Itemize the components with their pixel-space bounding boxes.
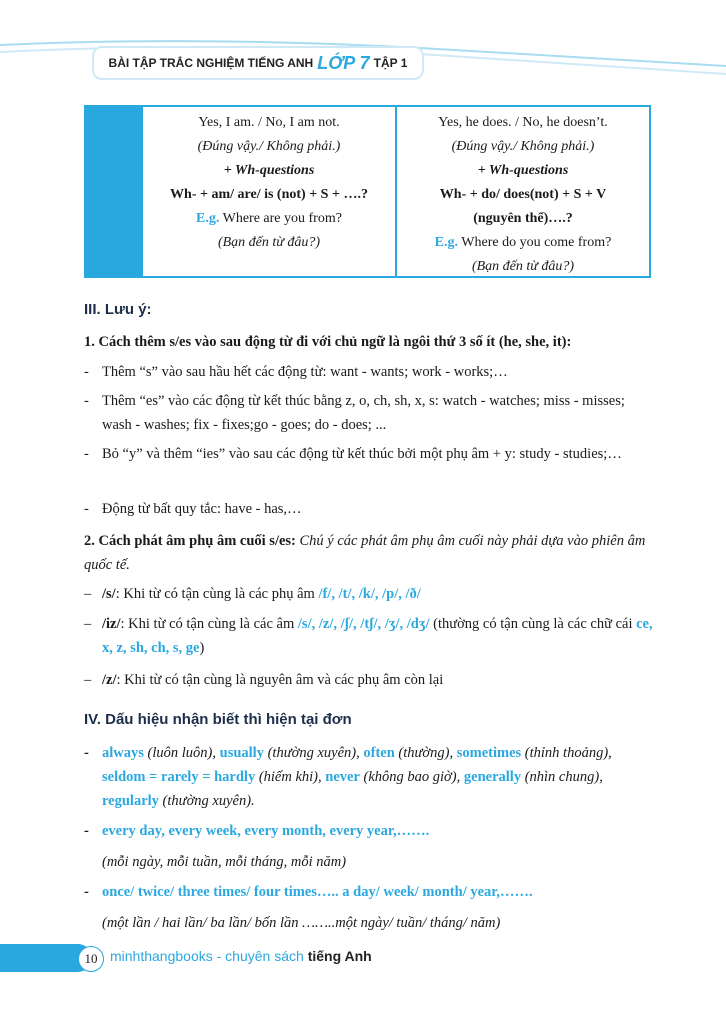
table-col-be bbox=[143, 107, 397, 276]
page-number: 10 bbox=[78, 946, 104, 972]
every-line: - every day, every week, every month, every year,……. bbox=[84, 823, 430, 839]
times-line: - once/ twice/ three times/ four times….. a day/ week/ month/ year,……. bbox=[84, 884, 533, 900]
book-title: BÀI TẬP TRẮC NGHIỆM TIẾNG ANH bbox=[108, 56, 314, 70]
list-item-z: – /z/: Khi từ có tận cùng là nguyên âm và các phụ âm còn lại bbox=[84, 672, 444, 688]
list-item: - Thêm “s” vào sau hầu hết các động từ: want - wants; work - works;… bbox=[84, 364, 508, 380]
adverb-list: - always (luôn luôn), usually (thường xuyên), often (thường), sometimes (thỉnh thoảng), seldom = rarely = hardly (hiếm khi), never (không bao giờ), generally (nhìn chung), regularly (thường xuyên). bbox=[84, 745, 612, 809]
eg-text: Where do you come from? bbox=[458, 235, 612, 250]
list-item: - Động từ bất quy tắc: have - has,… bbox=[84, 501, 302, 517]
list-item-s: – /s/: Khi từ có tận cùng là các phụ âm /f/, /t/, /k/, /p/, /ð/ bbox=[84, 586, 421, 602]
sub-2-paragraph bbox=[84, 529, 654, 577]
eg-text: Where are you from? bbox=[219, 211, 342, 226]
do-answer-vi: (Đúng vậy./ Không phải.) bbox=[451, 139, 595, 154]
volume-label: TẬP 1 bbox=[373, 56, 408, 70]
section-3-title: III. Lưu ý: bbox=[84, 301, 152, 318]
table-col-do bbox=[397, 107, 649, 276]
be-example bbox=[143, 207, 395, 231]
table-side-bar bbox=[86, 107, 143, 276]
be-answer: Yes, I am. / No, I am not. bbox=[198, 115, 340, 130]
every-line-vi: (mỗi ngày, mỗi tuần, mỗi tháng, mỗi năm) bbox=[102, 854, 347, 870]
grammar-table bbox=[84, 105, 651, 278]
eg-label: E.g. bbox=[434, 235, 459, 250]
eg-label: E.g. bbox=[196, 211, 220, 226]
do-formula-2: (nguyên thể)….? bbox=[473, 211, 573, 226]
be-formula: Wh- + am/ are/ is (not) + S + ….? bbox=[170, 187, 368, 202]
grade-label: LỚP 7 bbox=[317, 52, 370, 73]
be-answer-vi: (Đúng vậy./ Không phải.) bbox=[197, 139, 341, 154]
do-example bbox=[397, 231, 649, 255]
sub-2-title: 2. Cách phát âm phụ âm cuối s/es: bbox=[84, 533, 296, 549]
list-item: - Bỏ “y” và thêm “ies” vào sau các động từ kết thúc bởi một phụ âm + y: study - studies;… bbox=[84, 446, 622, 462]
do-example-vi: (Bạn đến từ đâu?) bbox=[471, 259, 575, 274]
footer-publisher: minhthangbooks - chuyên sách tiếng Anh bbox=[110, 948, 372, 964]
be-wh-title: + Wh-questions bbox=[223, 163, 315, 178]
sub-2-note: Chú ý các phát âm phụ âm cuối này phải dựa vào phiên âm quốc tế. bbox=[84, 533, 646, 573]
list-item: - Thêm “es” vào các động từ kết thúc bằng z, o, ch, sh, x, s: watch - watches; miss - misses; wash - washes; fix - fixes;go - goes; do - does; ... bbox=[84, 393, 625, 433]
book-header bbox=[92, 46, 424, 80]
do-wh-title: + Wh-questions bbox=[477, 163, 569, 178]
section-4-title: IV. Dấu hiệu nhận biết thì hiện tại đơn bbox=[84, 711, 352, 728]
sub-1-title: 1. Cách thêm s/es vào sau động từ đi với chủ ngữ là ngôi thứ 3 số ít (he, she, it): bbox=[84, 334, 572, 350]
do-answer: Yes, he does. / No, he doesn’t. bbox=[438, 115, 608, 130]
times-line-vi: (một lần / hai lần/ ba lần/ bốn lần ……..một ngày/ tuần/ tháng/ năm) bbox=[102, 915, 501, 931]
do-formula-1: Wh- + do/ does(not) + S + V bbox=[439, 187, 607, 202]
be-example-vi: (Bạn đến từ đâu?) bbox=[217, 235, 321, 250]
list-item-iz: – /iz/: Khi từ có tận cùng là các âm /s/, /z/, /ʃ/, /tʃ/, /ʒ/, /dʒ/ (thường có tận cùng là các chữ cái ce, x, z, sh, ch, s, ge) bbox=[84, 616, 653, 656]
